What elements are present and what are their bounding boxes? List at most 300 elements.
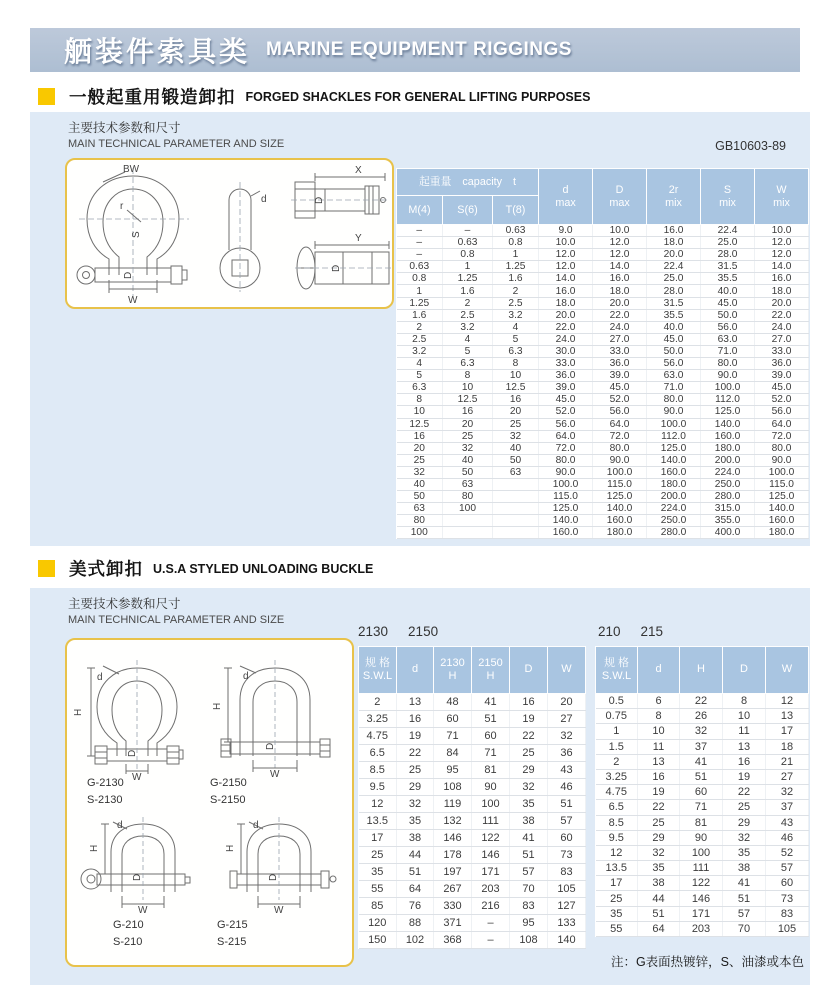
table-cell: 25	[510, 745, 548, 762]
column-header-2r: 2r mix	[647, 169, 701, 225]
table-cell: 63.0	[701, 333, 755, 345]
table-cell: 56.0	[755, 406, 809, 418]
model-label: G-2150	[210, 777, 247, 789]
table-row	[359, 898, 586, 915]
table-cell: 39.0	[593, 370, 647, 382]
table-cell: 0.5	[596, 694, 638, 709]
table-cell: 1	[397, 285, 443, 297]
table-cell: 12.5	[493, 382, 539, 394]
table-body	[596, 694, 809, 937]
table-cell: 22.4	[701, 225, 755, 237]
usa-shackle-table-2130-2150	[358, 646, 586, 949]
table-cell: 25	[443, 430, 493, 442]
shackle-drawing-svg	[67, 160, 392, 307]
table-cell: 25	[397, 762, 434, 779]
table-cell: 10	[723, 709, 766, 724]
table-row	[397, 333, 809, 345]
table-cell: 160.0	[593, 515, 647, 527]
table-cell: –	[397, 249, 443, 261]
table-cell: 80.0	[647, 394, 701, 406]
table-cell: 39.0	[539, 382, 593, 394]
table-row	[359, 745, 586, 762]
table-cell: 16.0	[647, 225, 701, 237]
dim-label-d: d	[97, 672, 103, 683]
section2-title-zh: 美式卸扣	[69, 559, 143, 579]
table-cell: 171	[472, 864, 510, 881]
table-cell: 17	[359, 830, 397, 847]
table-cell: 29	[397, 779, 434, 796]
table-cell: 27	[766, 769, 809, 784]
table-cell: 13.5	[596, 861, 638, 876]
dim-label-W: W	[138, 905, 148, 916]
table-cell: 250.0	[701, 478, 755, 490]
table-cell: 32	[443, 442, 493, 454]
table-cell: 51	[548, 796, 586, 813]
table-cell: 180.0	[701, 442, 755, 454]
table-cell: 140.0	[593, 503, 647, 515]
capacity-header: 起重量 capacity t	[397, 169, 539, 196]
table-row	[397, 285, 809, 297]
table-row	[397, 503, 809, 515]
table-cell: 120	[359, 915, 397, 932]
table-cell: 1.6	[493, 273, 539, 285]
table-row	[596, 785, 809, 800]
table-row	[397, 249, 809, 261]
table-cell: 22	[680, 694, 723, 709]
table-cell: 64	[397, 881, 434, 898]
table-cell: 140	[548, 932, 586, 949]
table-row	[397, 491, 809, 503]
table-cell: 51	[680, 769, 723, 784]
column-header-M4: M(4)	[397, 196, 443, 225]
table-cell: 60	[472, 728, 510, 745]
table-row	[596, 800, 809, 815]
table-cell: 60	[548, 830, 586, 847]
banner-title-en: MARINE EQUIPMENT RIGGINGS	[266, 39, 572, 60]
table-cell: 63.0	[647, 370, 701, 382]
table-cell: 20.0	[593, 297, 647, 309]
table-cell: 10.0	[755, 225, 809, 237]
table-cell: 80	[397, 515, 443, 527]
dim-label-H: H	[89, 844, 100, 852]
table-row	[397, 478, 809, 490]
table-cell: 35	[510, 796, 548, 813]
table-row	[596, 739, 809, 754]
table-cell: 12	[359, 796, 397, 813]
table-row	[359, 881, 586, 898]
table-row	[397, 370, 809, 382]
table-row	[397, 466, 809, 478]
table-cell: 16	[493, 394, 539, 406]
table-cell: 100.0	[701, 382, 755, 394]
table-cell: 57	[723, 906, 766, 921]
table-cell: 16	[723, 754, 766, 769]
table-cell: 25	[493, 418, 539, 430]
table-cell: 32	[723, 830, 766, 845]
table-cell: 2	[493, 285, 539, 297]
table-cell: 73	[766, 891, 809, 906]
table-row	[397, 418, 809, 430]
table-cell: 0.8	[397, 273, 443, 285]
table-row	[359, 779, 586, 796]
column-header-D: D	[510, 647, 548, 694]
column-header-d: d max	[539, 169, 593, 225]
table-cell: 2	[443, 297, 493, 309]
table-cell: 203	[472, 881, 510, 898]
usa-shackle-diagram	[65, 638, 354, 967]
table-cell: 73	[548, 847, 586, 864]
table-cell: 95	[510, 915, 548, 932]
table-cell: 1	[493, 249, 539, 261]
table-cell: 6.3	[493, 345, 539, 357]
table-cell: 1.25	[397, 297, 443, 309]
table-cell: 71.0	[701, 345, 755, 357]
table-row	[397, 430, 809, 442]
table-cell: 146	[434, 830, 472, 847]
table-cell: 80.0	[755, 442, 809, 454]
table-cell: 16	[397, 430, 443, 442]
table-row	[596, 709, 809, 724]
table-cell: 0.63	[493, 225, 539, 237]
table-cell: 38	[510, 813, 548, 830]
table-cell: 150	[359, 932, 397, 949]
table-cell: 280.0	[647, 527, 701, 539]
dim-label-D: D	[132, 873, 143, 881]
table-cell: 22	[638, 800, 680, 815]
table-cell: 3.25	[359, 711, 397, 728]
table-row	[596, 876, 809, 891]
table-cell: 1.6	[397, 309, 443, 321]
table-cell: 11	[638, 739, 680, 754]
table-cell: 22.0	[755, 309, 809, 321]
caption-215: 215	[640, 624, 664, 639]
table-row	[397, 358, 809, 370]
table-cell: 315.0	[701, 503, 755, 515]
table-cell: 8.5	[596, 815, 638, 830]
param-label-en: MAIN TECHNICAL PARAMETER AND SIZE	[68, 137, 285, 150]
table-cell: 12.0	[593, 237, 647, 249]
table-cell: 33.0	[755, 345, 809, 357]
table-cell: 16.0	[755, 273, 809, 285]
table-cell: 57	[548, 813, 586, 830]
section1-panel	[30, 112, 810, 546]
table-cell: 224.0	[647, 503, 701, 515]
table-cell: 125.0	[647, 442, 701, 454]
table-cell: 60	[434, 711, 472, 728]
table-cell: 178	[434, 847, 472, 864]
table-cell: 45.0	[647, 333, 701, 345]
table-cell: 71	[434, 728, 472, 745]
table-cell: 81	[472, 762, 510, 779]
table-cell: –	[443, 225, 493, 237]
table-cell: 63	[443, 478, 493, 490]
table-cell: 8	[443, 370, 493, 382]
table-cell: 90	[472, 779, 510, 796]
table-cell: 14.0	[539, 273, 593, 285]
table-cell: 5	[397, 370, 443, 382]
table-cell: 27.0	[593, 333, 647, 345]
table-cell: 8	[638, 709, 680, 724]
table-cell: 83	[510, 898, 548, 915]
yellow-square-bullet-icon	[38, 88, 55, 105]
table-cell: 18	[766, 739, 809, 754]
table-cell	[493, 478, 539, 490]
table-row	[397, 309, 809, 321]
table-cell: 50.0	[701, 309, 755, 321]
table-cell: 13.5	[359, 813, 397, 830]
table-cell: 12.0	[539, 261, 593, 273]
column-header-2130H: 2130 H	[434, 647, 472, 694]
table-cell: 29	[510, 762, 548, 779]
table-body	[397, 225, 809, 539]
table-cell: 146	[680, 891, 723, 906]
table-cell: 64.0	[593, 418, 647, 430]
dim-label-D: D	[265, 742, 276, 750]
table-row	[359, 711, 586, 728]
table-cell: 51	[638, 906, 680, 921]
table-cell: 32	[766, 785, 809, 800]
table-cell: 20	[397, 442, 443, 454]
table-cell: 16.0	[593, 273, 647, 285]
table-cell: 28.0	[701, 249, 755, 261]
table-cell: 10	[638, 724, 680, 739]
table-cell: 60	[680, 785, 723, 800]
table-cell: 16	[638, 769, 680, 784]
table-cell: 45.0	[755, 382, 809, 394]
table-cell: 400.0	[701, 527, 755, 539]
table-row	[359, 915, 586, 932]
param-label-en: MAIN TECHNICAL PARAMETER AND SIZE	[68, 613, 285, 626]
forged-shackle-table	[396, 168, 809, 539]
table-cell: 32	[397, 796, 434, 813]
table-row	[359, 813, 586, 830]
table-cell: 160.0	[701, 430, 755, 442]
table-row	[596, 754, 809, 769]
table-cell: 4.75	[359, 728, 397, 745]
table-cell: 250.0	[647, 515, 701, 527]
section1-header	[38, 84, 590, 109]
table-cell: 330	[434, 898, 472, 915]
table-cell: 13	[638, 754, 680, 769]
section1-title-en: FORGED SHACKLES FOR GENERAL LIFTING PURPOSES	[245, 89, 591, 104]
table-cell: 122	[680, 876, 723, 891]
column-header-W: W	[766, 647, 809, 694]
table-cell: 127	[548, 898, 586, 915]
table-cell: 63	[397, 503, 443, 515]
table-cell: 30.0	[539, 345, 593, 357]
section2-param-label	[68, 596, 284, 628]
table-row	[359, 796, 586, 813]
table-cell: 4	[397, 358, 443, 370]
table-cell: 84	[434, 745, 472, 762]
table-cell: 35	[723, 845, 766, 860]
table-cell: 180.0	[593, 527, 647, 539]
table-cell: 36.0	[539, 370, 593, 382]
table-cell	[493, 515, 539, 527]
table-cell: 50.0	[647, 345, 701, 357]
table-cell: 19	[638, 785, 680, 800]
table-cell: 4	[443, 333, 493, 345]
column-header-D: D max	[593, 169, 647, 225]
table-cell: 22.4	[647, 261, 701, 273]
table-cell: 18.0	[539, 297, 593, 309]
table-cell: 90	[680, 830, 723, 845]
table-row	[397, 273, 809, 285]
table-cell: 100.0	[593, 466, 647, 478]
table-row	[397, 406, 809, 418]
table-cell: 203	[680, 921, 723, 936]
table-cell: 33.0	[593, 345, 647, 357]
dim-label-W: W	[274, 905, 284, 916]
table-cell: 20.0	[539, 309, 593, 321]
table-cell: 32	[397, 466, 443, 478]
table-cell: 132	[434, 813, 472, 830]
column-header-S: S mix	[701, 169, 755, 225]
table-cell: 25	[723, 800, 766, 815]
table-cell: 20	[493, 406, 539, 418]
table-cell: 1.25	[443, 273, 493, 285]
table-cell: 48	[434, 694, 472, 711]
table-cell: 3.2	[493, 309, 539, 321]
table-cell: 19	[510, 711, 548, 728]
table-cell: 56.0	[701, 321, 755, 333]
table-cell: 9.5	[596, 830, 638, 845]
table-cell: 10	[443, 382, 493, 394]
table-cell: 25	[359, 847, 397, 864]
table-cell: 35	[359, 864, 397, 881]
table-cell: 111	[472, 813, 510, 830]
table-cell: 25.0	[647, 273, 701, 285]
table-cell: –	[397, 237, 443, 249]
table-cell: 160.0	[755, 515, 809, 527]
table-cell: 64.0	[539, 430, 593, 442]
table-row	[359, 932, 586, 949]
dim-label-H: H	[73, 708, 84, 716]
column-header-T8: T(8)	[493, 196, 539, 225]
table-cell: 111	[680, 861, 723, 876]
table-cell: 20	[443, 418, 493, 430]
column-header-2150H: 2150 H	[472, 647, 510, 694]
table-row	[596, 815, 809, 830]
table-row	[359, 728, 586, 745]
table-cell: 32	[493, 430, 539, 442]
table-cell: 6.3	[397, 382, 443, 394]
table-cell: 80	[443, 491, 493, 503]
table-cell: 32	[510, 779, 548, 796]
table-cell: 8	[397, 394, 443, 406]
table-cell	[443, 515, 493, 527]
table-cell: 27.0	[755, 333, 809, 345]
table-cell: 43	[548, 762, 586, 779]
table-cell: 12.0	[755, 249, 809, 261]
table-cell: 38	[397, 830, 434, 847]
table-cell: 71	[472, 745, 510, 762]
table-cell: 40	[397, 478, 443, 490]
dim-label-r: r	[120, 201, 124, 212]
table-cell: 280.0	[701, 491, 755, 503]
table-cell: 22	[723, 785, 766, 800]
table-cell: 9.0	[539, 225, 593, 237]
dim-label-D: D	[127, 749, 138, 757]
table-row	[596, 906, 809, 921]
table-cell: 32	[680, 724, 723, 739]
table-cell: 112.0	[647, 430, 701, 442]
table-cell: 10.0	[539, 237, 593, 249]
table-cell: 55	[359, 881, 397, 898]
table-cell: 90.0	[647, 406, 701, 418]
param-label-zh: 主要技术参数和尺寸	[68, 121, 181, 135]
table-cell: 146	[472, 847, 510, 864]
table-cell	[443, 527, 493, 539]
table-cell: 17	[766, 724, 809, 739]
table-cell: 0.63	[397, 261, 443, 273]
table-cell: 5	[493, 333, 539, 345]
table-cell: 2.5	[493, 297, 539, 309]
table-cell: 56.0	[593, 406, 647, 418]
table-cell: 6.5	[359, 745, 397, 762]
table-cell: 180.0	[755, 527, 809, 539]
table-row	[397, 321, 809, 333]
table-cell: 16.0	[539, 285, 593, 297]
table-cell: 22.0	[593, 309, 647, 321]
table-cell: 100	[472, 796, 510, 813]
table-cell: 31.5	[647, 297, 701, 309]
dim-label-D-pin2: D	[331, 264, 342, 272]
tableA-caption	[358, 624, 458, 639]
table-cell: 4.75	[596, 785, 638, 800]
table-head	[359, 647, 586, 694]
dim-label-d: d	[243, 671, 249, 682]
table-cell: 200.0	[701, 454, 755, 466]
table-cell: 125.0	[539, 503, 593, 515]
table-cell: 33.0	[539, 358, 593, 370]
dim-label-S: S	[131, 231, 142, 238]
table-cell: 105	[548, 881, 586, 898]
column-header-D: D	[723, 647, 766, 694]
table-cell: 267	[434, 881, 472, 898]
table-cell: 125.0	[755, 491, 809, 503]
column-header-d: d	[397, 647, 434, 694]
table-cell: 20.0	[647, 249, 701, 261]
table-row	[397, 237, 809, 249]
caption-2130: 2130	[358, 624, 389, 639]
table-body	[359, 694, 586, 949]
column-header-W: W	[548, 647, 586, 694]
table-cell: 56.0	[539, 418, 593, 430]
table-cell: 28.0	[647, 285, 701, 297]
table-cell: 35	[596, 906, 638, 921]
banner-title-zh: 舾装件索具类	[64, 36, 251, 67]
table-cell: 140.0	[647, 454, 701, 466]
table-cell: 45.0	[701, 297, 755, 309]
table-cell: 125.0	[593, 491, 647, 503]
table-cell: 20.0	[755, 297, 809, 309]
table-row	[397, 454, 809, 466]
table-cell: 102	[397, 932, 434, 949]
table-cell	[493, 503, 539, 515]
table-cell: 45.0	[593, 382, 647, 394]
table-cell: 24.0	[593, 321, 647, 333]
table-cell: 16	[397, 711, 434, 728]
section2-title-en: U.S.A STYLED UNLOADING BUCKLE	[153, 561, 374, 576]
table-cell: 50	[493, 454, 539, 466]
table-cell: 13	[723, 739, 766, 754]
section2-panel	[30, 588, 810, 985]
table-cell: 31.5	[701, 261, 755, 273]
dim-label-D: D	[268, 873, 279, 881]
table-cell: 12.0	[539, 249, 593, 261]
table-cell: 25	[638, 815, 680, 830]
